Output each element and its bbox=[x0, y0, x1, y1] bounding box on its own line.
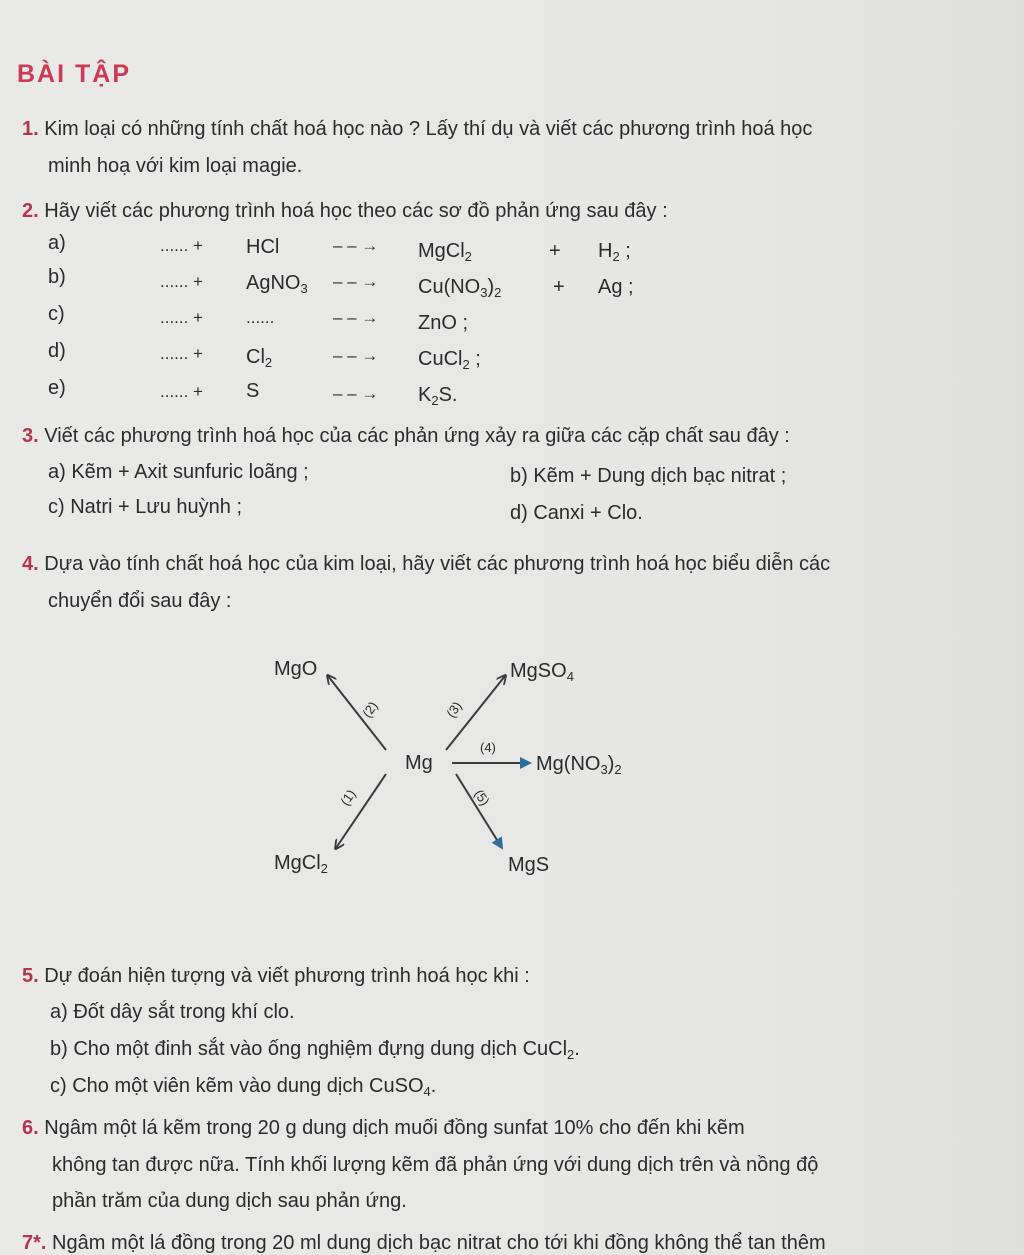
product bbox=[418, 276, 501, 300]
question-5-item-b-end: . bbox=[574, 1038, 580, 1060]
product: ZnO ; bbox=[418, 312, 469, 334]
reaction-arrow: – – → bbox=[333, 236, 379, 255]
reaction-arrow: – – → bbox=[333, 272, 379, 291]
question-2-number: 2. bbox=[22, 200, 39, 222]
reaction-number-2: (2) bbox=[359, 698, 381, 721]
question-7-text: Ngâm một lá đồng trong 20 ml dung dịch bạc nitrat cho tới khi đồng không thể tan thêm bbox=[52, 1232, 826, 1254]
arrow-mg-to-mgo bbox=[328, 676, 386, 750]
blank-reactant: ...... + bbox=[160, 308, 203, 327]
row-label: a) bbox=[48, 232, 66, 254]
question-5-line bbox=[22, 965, 530, 988]
reactant: HCl bbox=[246, 236, 280, 258]
node-mgs: MgS bbox=[508, 854, 550, 876]
plus-sign: + bbox=[549, 240, 561, 262]
blank-reactant-2: ...... bbox=[246, 308, 275, 327]
node-mg: Mg bbox=[405, 752, 433, 774]
product-subscript: 2 bbox=[431, 393, 439, 408]
question-3-text: Viết các phương trình hoá học của các phản ứng xảy ra giữa các cặp chất sau đây : bbox=[44, 425, 790, 447]
reactant-formula: Cl bbox=[246, 346, 265, 368]
node-mgso4-subscript: 4 bbox=[566, 669, 574, 684]
question-1-text: Kim loại có những tính chất hoá học nào ? Lấy thí dụ và viết các phương trình hoá học bbox=[44, 118, 813, 140]
reaction-number-1: (1) bbox=[337, 786, 359, 809]
row-label: c) bbox=[48, 303, 65, 325]
product-formula: Cu(NO bbox=[418, 276, 481, 298]
question-3-item-d: d) Canxi + Clo. bbox=[510, 502, 643, 524]
question-5-number: 5. bbox=[22, 965, 39, 987]
question-1-line-1 bbox=[22, 118, 812, 141]
question-6-line-2: không tan được nữa. Tính khối lượng kẽm đã phản ứng với dung dịch trên và nồng độ bbox=[52, 1154, 819, 1176]
node-mgo: MgO bbox=[274, 658, 318, 680]
punctuation: ; bbox=[469, 348, 481, 370]
reaction-number-5: (5) bbox=[471, 786, 493, 809]
blank-reactant: ...... + bbox=[160, 272, 203, 291]
product-2: Ag ; bbox=[598, 276, 634, 298]
question-4-number: 4. bbox=[22, 553, 39, 575]
row-label: e) bbox=[48, 377, 66, 399]
row-label: b) bbox=[48, 266, 66, 288]
product-formula: MgCl bbox=[418, 240, 465, 262]
arrow-mg-to-mgcl2 bbox=[336, 774, 386, 848]
question-7-line bbox=[22, 1232, 826, 1255]
question-6-text: Ngâm một lá kẽm trong 20 g dung dịch muối đồng sunfat 10% cho đến khi kẽm bbox=[44, 1117, 745, 1139]
question-3-item-a: a) Kẽm + Axit sunfuric loãng ; bbox=[48, 461, 309, 483]
node-mgno32-tail-subscript: 2 bbox=[614, 762, 622, 777]
question-5-item-b-text: b) Cho một đinh sắt vào ống nghiệm đựng dung dịch CuCl bbox=[50, 1038, 568, 1060]
question-6-line-3: phần trăm của dung dịch sau phản ứng. bbox=[52, 1190, 407, 1212]
arrow-mg-to-mgs bbox=[456, 774, 502, 848]
reactant bbox=[246, 272, 308, 296]
product-subscript: 2 bbox=[462, 357, 470, 372]
question-5-item-c-subscript: 4 bbox=[423, 1084, 431, 1099]
node-mgno32 bbox=[536, 753, 622, 777]
question-4-line-2: chuyển đổi sau đây : bbox=[48, 590, 232, 612]
node-mgno32-tail: ) bbox=[607, 753, 615, 775]
question-5-item-c bbox=[50, 1075, 436, 1099]
punctuation: ; bbox=[619, 240, 631, 262]
reactant-subscript: 3 bbox=[300, 281, 308, 296]
question-3-item-c: c) Natri + Lưu huỳnh ; bbox=[48, 496, 243, 518]
product-subscript: 2 bbox=[464, 249, 472, 264]
product-tail: ) bbox=[487, 276, 495, 298]
question-5-item-b-subscript: 2 bbox=[567, 1047, 575, 1062]
product-2-formula: H bbox=[598, 240, 613, 262]
node-mgno32-subscript: 3 bbox=[600, 762, 608, 777]
question-5-item-c-text: c) Cho một viên kẽm vào dung dịch CuSO bbox=[50, 1075, 424, 1097]
reaction-arrow: – – → bbox=[333, 346, 379, 365]
section-heading: BÀI TẬP bbox=[17, 60, 131, 88]
conversion-diagram bbox=[260, 640, 680, 900]
product-tail: S. bbox=[438, 384, 458, 406]
question-5-item-a: a) Đốt dây sắt trong khí clo. bbox=[50, 1001, 295, 1023]
question-4-text: Dựa vào tính chất hoá học của kim loại, hãy viết các phương trình hoá học biểu diễn các bbox=[44, 553, 831, 575]
question-6-line-1 bbox=[22, 1117, 745, 1140]
reaction-number-3: (3) bbox=[443, 698, 465, 721]
product-subscript: 3 bbox=[480, 285, 488, 300]
node-mgso4-formula: MgSO bbox=[510, 660, 567, 682]
question-5-item-b bbox=[50, 1038, 580, 1062]
question-3-item-b: b) Kẽm + Dung dịch bạc nitrat ; bbox=[510, 465, 787, 487]
product-2 bbox=[598, 240, 631, 264]
question-2-text: Hãy viết các phương trình hoá học theo các sơ đồ phản ứng sau đây : bbox=[44, 200, 668, 222]
reactant-subscript: 2 bbox=[264, 355, 273, 370]
question-3-line bbox=[22, 425, 790, 448]
reactant: S bbox=[246, 380, 260, 402]
product bbox=[418, 240, 472, 264]
question-6-number: 6. bbox=[22, 1117, 39, 1139]
product bbox=[418, 384, 457, 408]
reactant bbox=[246, 346, 272, 370]
product-tail-subscript: 2 bbox=[494, 285, 502, 300]
node-mgcl2-subscript: 2 bbox=[320, 861, 328, 876]
product-formula: CuCl bbox=[418, 348, 463, 370]
blank-reactant: ...... + bbox=[160, 382, 203, 401]
product bbox=[418, 348, 481, 372]
question-2-line bbox=[22, 200, 668, 223]
node-mgcl2 bbox=[274, 852, 328, 876]
reaction-arrow: – – → bbox=[333, 384, 379, 403]
blank-reactant: ...... + bbox=[160, 236, 203, 255]
question-4-line-1 bbox=[22, 553, 830, 576]
question-3-number: 3. bbox=[22, 425, 39, 447]
question-5-item-c-end: . bbox=[430, 1075, 437, 1097]
reaction-number-4: (4) bbox=[480, 740, 496, 755]
product-formula: K bbox=[418, 384, 432, 406]
product-2-subscript: 2 bbox=[612, 249, 620, 264]
node-mgso4 bbox=[510, 660, 574, 684]
question-5-text: Dự đoán hiện tượng và viết phương trình hoá học khi : bbox=[44, 965, 530, 987]
node-mgcl2-formula: MgCl bbox=[274, 852, 321, 874]
node-mgno32-formula: Mg(NO bbox=[536, 753, 601, 775]
row-label: d) bbox=[48, 340, 66, 362]
blank-reactant: ...... + bbox=[160, 344, 203, 363]
reaction-arrow: – – → bbox=[333, 308, 379, 327]
question-1-number: 1. bbox=[22, 118, 39, 140]
question-7-number: 7*. bbox=[22, 1232, 47, 1254]
reactant-formula: AgNO bbox=[246, 272, 301, 294]
plus-sign: + bbox=[553, 276, 565, 298]
question-1-line-2: minh hoạ với kim loại magie. bbox=[48, 155, 303, 177]
